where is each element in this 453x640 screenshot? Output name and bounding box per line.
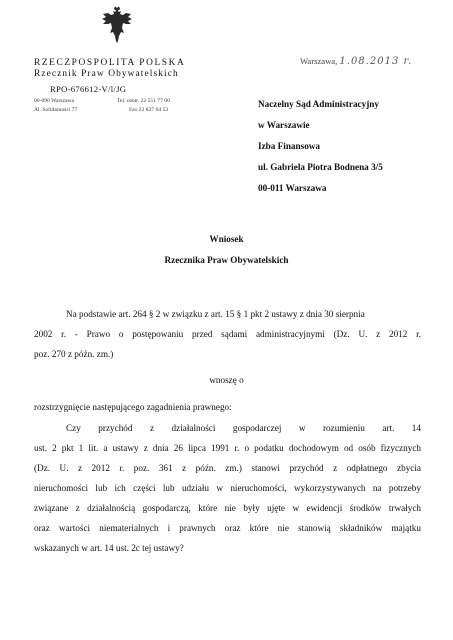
document-title: Wniosek: [209, 234, 244, 244]
body-question-intro: rozstrzygnięcie następującego zagadnienia prawnego:: [34, 402, 232, 412]
body-para1-line2: 2002 r. - Prawo o postępowaniu przed sądami administracyjnymi (Dz. U. z 2012 r.: [34, 329, 421, 339]
question-line1: Czy przychód z działalności gospodarczej w rozumieniu art. 14: [66, 423, 421, 433]
institution-country: RZECZPOSPOLITA POLSKA: [34, 58, 186, 68]
question-line2: ust. 2 pkt 1 lit. a ustawy z dnia 26 lipca 1991 r. o podatku dochodowym od osób fizycznych: [34, 443, 421, 453]
eagle-emblem-icon: [100, 6, 134, 46]
document-subtitle: Rzecznika Praw Obywatelskich: [164, 255, 289, 265]
body-para1-line1: Na podstawie art. 264 § 2 w związku z art. 15 § 1 pkt 2 ustawy z dnia 30 sierpnia: [66, 309, 365, 319]
recipient-street: ul. Gabriela Piotra Bodnena 3/5: [258, 162, 383, 172]
recipient-postcode: 00-011 Warszawa: [258, 183, 327, 193]
question-line4: nieruchomości lub ich części lub udziału w nieruchomości, wykorzystywanych na potrzeby: [34, 483, 421, 493]
date-prefix: Warszawa,: [300, 56, 338, 66]
address-street: Al. Solidarności 77: [34, 107, 78, 113]
question-line6: oraz wartości niematerialnych i prawnych oraz które nie stanowią składników majątku: [34, 523, 421, 533]
question-line5: związane z działalnością gospodarczą, które nie były ujęte w ewidencji środków trwałych: [34, 503, 421, 513]
document-reference: RPO-676612-V/l/JG: [50, 84, 127, 94]
institution-name: Rzecznik Praw Obywatelskich: [34, 69, 179, 79]
recipient-city: w Warszawie: [258, 120, 310, 130]
date-line: [300, 56, 412, 67]
body-request: wnoszę o: [209, 375, 244, 385]
question-line3: (Dz. U. z 2012 r. poz. 361 z późn. zm.) stanowi przychód z odpłatnego zbycia: [34, 463, 421, 473]
recipient-court: Naczelny Sąd Administracyjny: [258, 99, 379, 109]
phone-number: Tel. centr. 22 551 77 00: [117, 98, 170, 104]
body-para1-line3: poz. 270 z późn. zm.): [34, 349, 114, 359]
question-line7: wskazanych w art. 14 ust. 2c tej ustawy?: [34, 543, 184, 553]
handwritten-date: 1.08.2013 r.: [339, 56, 413, 67]
address-city: 00-090 Warszawa: [34, 98, 74, 104]
recipient-chamber: Izba Finansowa: [258, 141, 321, 151]
fax-number: Fax 22 827 64 53: [129, 107, 169, 113]
